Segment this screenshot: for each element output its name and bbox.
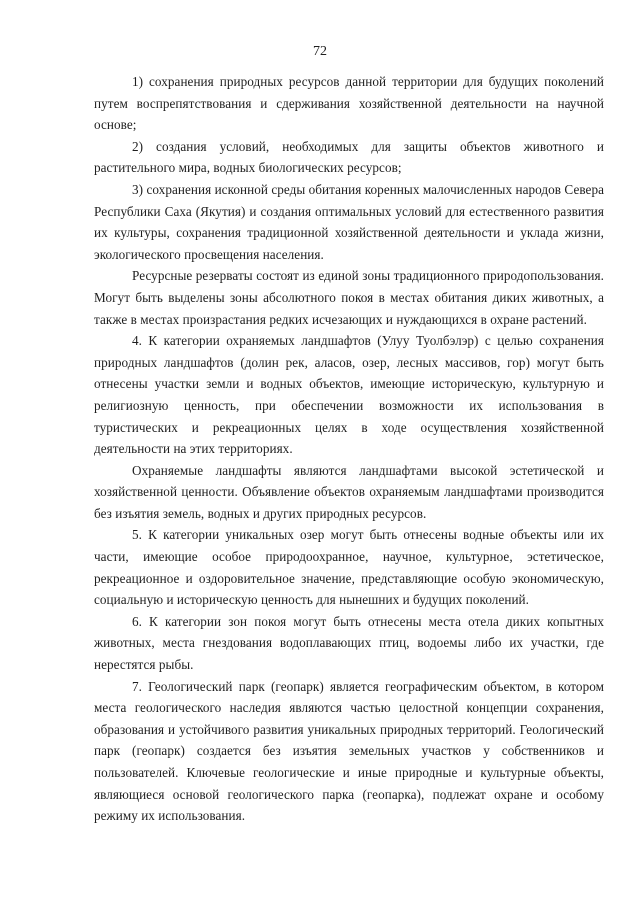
paragraph-item-7: 7. Геологический парк (геопарк) является географическим объектом, в котором места геологического наследия являются частью целостной концепции сохранения, образования и устойчивого развития уникальных природных территорий. Геологический парк (геопарк) создается без изъятия земельных участков у собственников и пользователей. Ключевые геологические и иные природные и культурные объекты, являющиеся основой геологического парка (геопарка), подлежат охране и особому режиму их использования. [94,678,604,824]
paragraph-protected-landscapes: Охраняемые ландшафты являются ландшафтами высокой эстетической и хозяйственной ценности. Объявление объектов охраняемым ландшафтами производится без изъятия земель, водных и других природных ресурсов. [94,462,604,521]
paragraph-resource-reserves: Ресурсные резерваты состоят из единой зоны традиционного природопользования. Могут быть выделены зоны абсолютного покоя в местах обитания диких животных, а также в местах произрастания редких исчезающих и нуждающихся в охране растений. [94,268,604,327]
document-body [94,71,604,827]
page-number: 72 [313,44,327,59]
paragraph-item-3: 3) сохранения исконной среды обитания коренных малочисленных народов Севера Республики Саха (Якутия) и создания оптимальных условий для естественного развития их культуры, сохранения традиционной хозяйственной деятельности и уклада жизни, экологического просвещения населения. [94,181,604,262]
paragraph-item-2: 2) создания условий, необходимых для защиты объектов животного и растительного мира, водных биологических ресурсов; [94,138,604,176]
paragraph-item-6: 6. К категории зон покоя могут быть отнесены места отела диких копытных животных, места гнездования водоплавающих птиц, водоемы либо их участки, где нерестятся рыбы. [94,613,604,673]
paragraph-item-1: 1) сохранения природных ресурсов данной территории для будущих поколений путем воспрепятствования и сдерживания хозяйственной деятельности на научной основе; [94,74,604,133]
paragraph-item-4: 4. К категории охраняемых ландшафтов (Улуу Туолбэлэр) с целью сохранения природных ландшафтов (долин рек, аласов, озер, лесных массивов, гор) могут быть отнесены участки земли и водных объектов, имеющие историческую, культурную и религиозную ценность, при обеспечении возможности их использования в туристических и рекреационных целях в ходе осуществления хозяйственной деятельности на этих территориях. [94,333,604,457]
paragraph-item-5: 5. К категории уникальных озер могут быть отнесены водные объекты или их части, имеющие особое природоохранное, научное, культурное, эстетическое, рекреационное и оздоровительное значение, представляющие особую экономическую, социальную и историческую ценность для нынешних и будущих поколений. [94,527,604,608]
